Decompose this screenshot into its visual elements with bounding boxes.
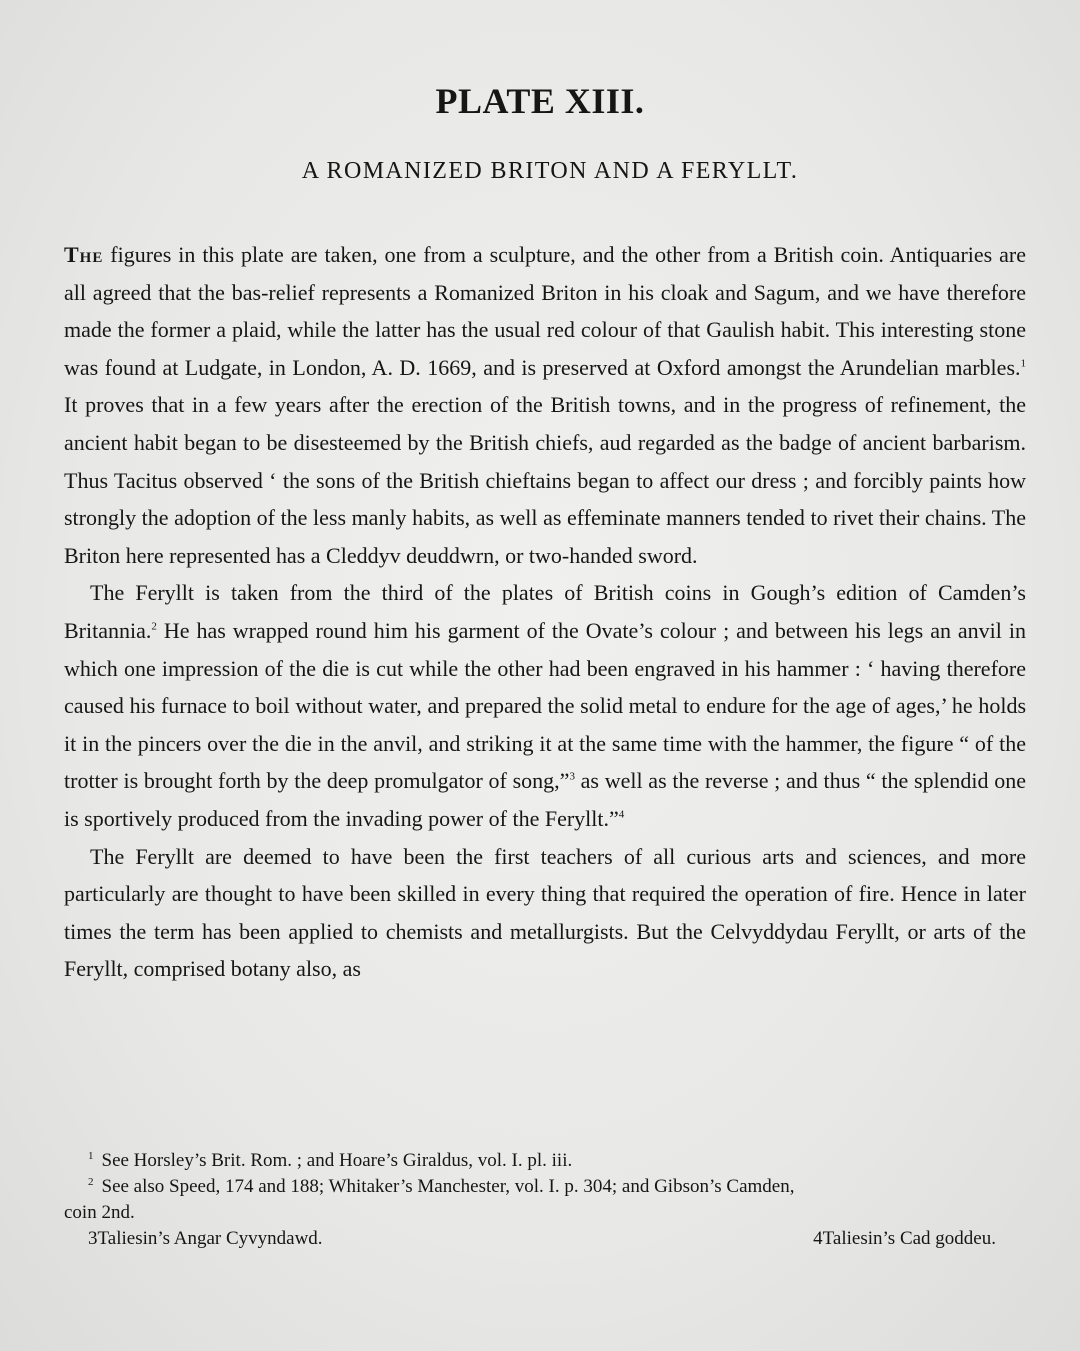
footnote-4-number: 4 [813, 1228, 823, 1249]
paragraph-1-text-a: figures in this plate are taken, one from a sculpture, and the other from a British coin. Antiquaries are all agreed that the bas-relief represents a Romanized Briton in his cloak and Sagum, and we have therefore made the former a plaid, while the latter has the usual red colour of that Gaulish habit. This interesting stone was found at Ludgate, in London, A. D. 1669, and is preserved at Oxford amongst the Arundelian marbles. [64, 242, 1026, 380]
footnote-3-number: 3 [88, 1228, 98, 1249]
footnotes [64, 1148, 1026, 1252]
paragraph-1-text-b: It proves that in a few years after the erection of the British towns, and in the progress of refinement, the ancient habit began to be disesteemed by the British chiefs, aud regarded as the badge of ancient barbarism. Thus Tacitus observed ‘ the sons of the British chieftains began to affect our dress ; and forcibly paints how strongly the adoption of the less manly habits, as well as effeminate manners tended to rivet their chains. The Briton here represented has a Cleddyv deuddwrn, or two-handed sword. [64, 392, 1026, 568]
paragraph-2-text-c: as well as the reverse ; and thus “ the splendid one is sportively produced from the invading power of the Feryllt.” [64, 768, 1027, 831]
footnote-ref-4: 4 [618, 808, 625, 821]
footnote-ref-3: 3 [569, 770, 575, 783]
paragraph-2-text-a: The Feryllt is taken from the third of the plates of British coins in Gough’s edition of Camden’s Britannia. [64, 580, 1026, 643]
footnote-row-3-4 [64, 1226, 1026, 1252]
footnote-2-text: See also Speed, 174 and 188; Whitaker’s Manchester, vol. I. p. 304; and Gibson’s Camden, [101, 1176, 795, 1197]
paragraph-2-text-b: He has wrapped round him his garment of the Ovate’s colour ; and between his legs an anvil in which one impression of the die is cut while the other had been engraved in his hammer : ‘ having therefore caused his furnace to boil without water, and prepared the solid metal to endure for the age of ages,’ he holds it in the pincers over the die in the anvil, and striking it at the same time with the hammer, the figure “ of the trotter is brought forth by the deep promulgator of song,” [64, 617, 1026, 794]
footnote-ref-2: 2 [151, 620, 157, 633]
footnote-1-text: See Horsley’s Brit. Rom. ; and Hoare’s Giraldus, vol. I. pl. iii. [101, 1150, 573, 1171]
footnote-4 [813, 1226, 996, 1252]
footnote-4-text: Taliesin’s Cad goddeu. [822, 1228, 996, 1249]
body-text [64, 236, 1026, 988]
footnote-2-number: 2 [88, 1175, 94, 1188]
footnote-2 [64, 1174, 1026, 1200]
footnote-1-number: 1 [88, 1149, 94, 1162]
paragraph-3: The Feryllt are deemed to have been the first teachers of all curious arts and sciences, and more particularly are thought to have been skilled in every thing that required the operation of fire. Hence in later times the term has been applied to chemists and metallurgists. But the Celvyddydau Feryllt, or arts of the Feryllt, comprised botany also, as [64, 843, 1026, 982]
paragraph-2 [64, 574, 1026, 837]
paragraph-1 [64, 236, 1026, 574]
footnote-2-continuation: coin 2nd. [64, 1202, 135, 1223]
footnote-3-text: Taliesin’s Angar Cyvyndawd. [97, 1228, 323, 1249]
footnote-ref-1: 1 [1020, 357, 1026, 370]
plate-title: PLATE XIII. [435, 81, 645, 121]
lead-word: The [64, 242, 104, 267]
plate-subtitle: A ROMANIZED BRITON AND A FERYLLT. [301, 158, 799, 184]
footnote-1 [64, 1148, 1026, 1174]
footnote-3 [88, 1226, 323, 1252]
